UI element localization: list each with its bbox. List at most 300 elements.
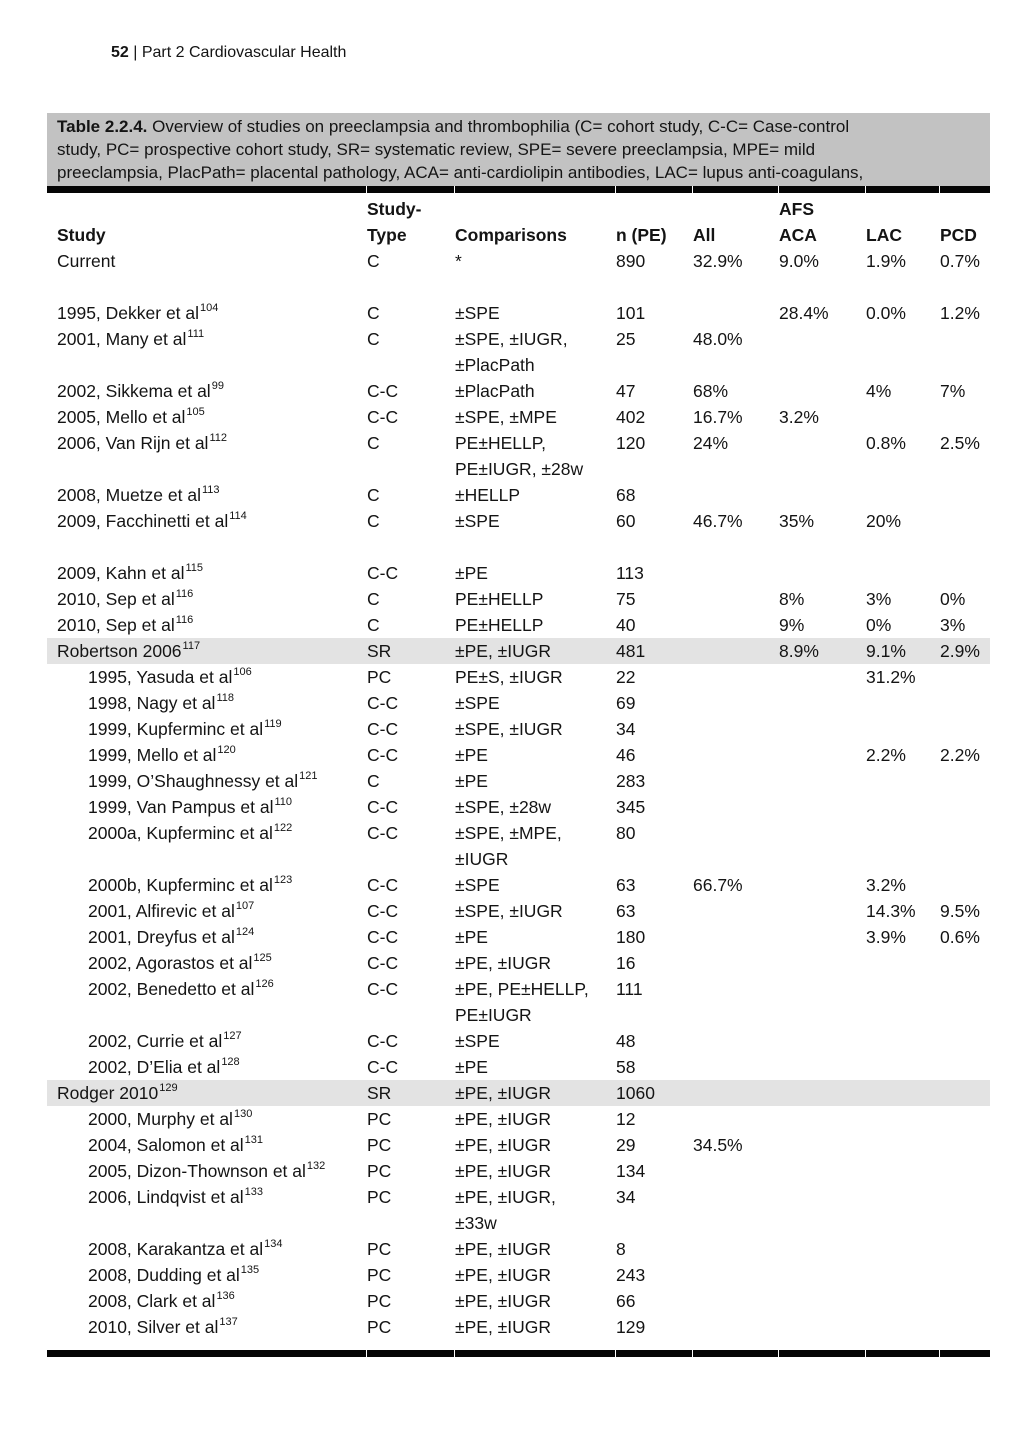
comparison-line: ±PE, ±IUGR bbox=[455, 1109, 552, 1129]
n-pe-cell: 60 bbox=[616, 511, 636, 531]
reference-superscript: 134 bbox=[264, 1238, 283, 1251]
study-type-cell: PC bbox=[367, 1317, 392, 1337]
table-row bbox=[47, 326, 990, 378]
comparison-line: ±PE bbox=[455, 563, 488, 583]
header-lac: LAC bbox=[866, 225, 902, 245]
reference-superscript: 116 bbox=[175, 614, 194, 627]
study-cell: 2000a, Kupferminc et al$^{122}$ bbox=[88, 822, 293, 843]
rule-segment bbox=[367, 186, 454, 193]
study-cell: 2010, Silver et al$^{137}$ bbox=[88, 1316, 238, 1337]
lac-cell: 3.9% bbox=[866, 927, 906, 947]
n-pe-cell: 1060 bbox=[616, 1083, 655, 1103]
comparison-line: PE±HELLP bbox=[455, 615, 544, 635]
n-pe-cell: 25 bbox=[616, 329, 636, 349]
study-cell: 2000b, Kupferminc et al$^{123}$ bbox=[88, 874, 293, 895]
comparison-line: ±PE, ±IUGR bbox=[455, 1083, 552, 1103]
study-cell: 1999, Mello et al$^{120}$ bbox=[88, 744, 236, 765]
comparison-line: ±SPE bbox=[455, 511, 500, 531]
study-type-cell: PC bbox=[367, 1161, 392, 1181]
caption-line-3: preeclampsia, PlacPath= placental pathology, ACA= anti-cardiolipin antibodies, LAC= lupus anti-coagulans, bbox=[57, 163, 864, 182]
reference-superscript: 125 bbox=[253, 952, 272, 965]
comparison-line: ±SPE, ±MPE, bbox=[455, 823, 562, 843]
lac-cell: 14.3% bbox=[866, 901, 916, 921]
n-pe-cell: 40 bbox=[616, 615, 636, 635]
comparison-line: ±PE bbox=[455, 745, 488, 765]
study-cell: 2006, Lindqvist et al$^{133}$ bbox=[88, 1186, 264, 1207]
study-type-cell: C-C bbox=[367, 693, 399, 713]
n-pe-cell: 63 bbox=[616, 875, 636, 895]
study-cell: 2008, Dudding et al$^{135}$ bbox=[88, 1264, 260, 1285]
n-pe-cell: 8 bbox=[616, 1239, 626, 1259]
lac-cell: 0% bbox=[866, 615, 892, 635]
study-cell: 1995, Dekker et al$^{104}$ bbox=[57, 302, 219, 323]
reference-superscript: 115 bbox=[185, 562, 204, 575]
header-afs: AFS bbox=[779, 199, 814, 219]
study-type-cell: C-C bbox=[367, 797, 399, 817]
header-all: All bbox=[693, 225, 716, 245]
study-cell: 2008, Muetze et al$^{113}$ bbox=[57, 484, 220, 505]
spacer-row bbox=[47, 534, 990, 560]
table-row bbox=[47, 1236, 990, 1262]
n-pe-cell: 101 bbox=[616, 303, 646, 323]
table-row bbox=[47, 1080, 990, 1106]
lac-cell: 4% bbox=[866, 381, 892, 401]
table-row bbox=[47, 482, 990, 508]
comparisons-cell bbox=[455, 716, 616, 742]
table-row bbox=[47, 690, 990, 716]
table-row bbox=[47, 638, 990, 664]
table-bottom-rule bbox=[47, 1350, 990, 1357]
study-cell: 1995, Yasuda et al$^{106}$ bbox=[88, 666, 252, 687]
header-n: n (PE) bbox=[616, 225, 667, 245]
comparison-line: ±PE, ±IUGR bbox=[455, 1317, 552, 1337]
study-cell: 1998, Nagy et al$^{118}$ bbox=[88, 692, 234, 713]
table-row bbox=[47, 924, 990, 950]
n-pe-cell: 120 bbox=[616, 433, 646, 453]
comparison-line: ±PE, ±IUGR bbox=[455, 1265, 552, 1285]
reference-superscript: 113 bbox=[201, 484, 220, 497]
study-type-cell: PC bbox=[367, 1109, 392, 1129]
n-pe-cell: 58 bbox=[616, 1057, 636, 1077]
study-type-cell: PC bbox=[367, 1239, 392, 1259]
reference-superscript: 129 bbox=[159, 1082, 178, 1095]
table-row bbox=[47, 976, 990, 1028]
comparison-line: ±PE, ±IUGR, bbox=[455, 1187, 556, 1207]
aca-cell: 8% bbox=[779, 589, 805, 609]
comparison-line: ±SPE, ±MPE bbox=[455, 407, 557, 427]
reference-superscript: 128 bbox=[221, 1056, 240, 1069]
reference-superscript: 118 bbox=[216, 692, 234, 705]
study-cell: 2000, Murphy et al$^{130}$ bbox=[88, 1108, 253, 1129]
lac-cell: 0.0% bbox=[866, 303, 906, 323]
reference-superscript: 105 bbox=[186, 406, 205, 419]
n-pe-cell: 48 bbox=[616, 1031, 636, 1051]
spacer-row bbox=[47, 274, 990, 300]
comparisons-cell bbox=[455, 1158, 616, 1184]
pcd-cell: 9.5% bbox=[940, 901, 980, 921]
comparisons-cell bbox=[455, 326, 616, 378]
rule-segment bbox=[47, 186, 366, 193]
table-row bbox=[47, 1262, 990, 1288]
study-cell: 2005, Dizon-Thownson et al$^{132}$ bbox=[88, 1160, 326, 1181]
reference-superscript: 137 bbox=[219, 1316, 238, 1329]
n-pe-cell: 402 bbox=[616, 407, 646, 427]
table-row bbox=[47, 1158, 990, 1184]
rule-segment bbox=[693, 1350, 778, 1357]
study-type-cell: C bbox=[367, 485, 380, 505]
study-type-cell: C-C bbox=[367, 1057, 399, 1077]
table-row bbox=[47, 664, 990, 690]
reference-superscript: 136 bbox=[216, 1290, 235, 1303]
rule-segment bbox=[616, 1350, 692, 1357]
study-type-cell: C-C bbox=[367, 407, 399, 427]
n-pe-cell: 75 bbox=[616, 589, 636, 609]
reference-superscript: 131 bbox=[244, 1134, 264, 1147]
lac-cell: 3.2% bbox=[866, 875, 906, 895]
study-type-cell: C-C bbox=[367, 563, 399, 583]
comparison-line: ±IUGR bbox=[455, 849, 509, 869]
aca-cell: 3.2% bbox=[779, 407, 819, 427]
rule-segment bbox=[455, 186, 615, 193]
rule-segment bbox=[693, 186, 778, 193]
rule-segment bbox=[779, 1350, 865, 1357]
reference-superscript: 123 bbox=[273, 874, 293, 887]
lac-cell: 9.1% bbox=[866, 641, 906, 661]
comparison-line: ±33w bbox=[455, 1213, 497, 1233]
table-row bbox=[47, 1184, 990, 1236]
lac-cell: 20% bbox=[866, 511, 902, 531]
pcd-cell: 0.7% bbox=[940, 251, 980, 271]
study-type-cell: C-C bbox=[367, 1031, 399, 1051]
comparison-line: PE±HELLP, bbox=[455, 433, 547, 453]
study-cell: 2008, Clark et al$^{136}$ bbox=[88, 1290, 235, 1311]
table-row bbox=[47, 508, 990, 534]
reference-superscript: 120 bbox=[217, 744, 236, 757]
comparison-line: PE±S, ±IUGR bbox=[455, 667, 563, 687]
comparison-line: ±PE, ±IUGR bbox=[455, 641, 552, 661]
comparisons-cell bbox=[455, 1132, 616, 1158]
comparisons-cell bbox=[455, 300, 616, 326]
comparisons-cell bbox=[455, 1028, 616, 1054]
study-type-cell: C-C bbox=[367, 381, 399, 401]
reference-superscript: 122 bbox=[273, 822, 293, 835]
reference-superscript: 106 bbox=[233, 666, 252, 679]
study-cell: 2005, Mello et al$^{105}$ bbox=[57, 406, 205, 427]
reference-superscript: 127 bbox=[223, 1030, 242, 1043]
study-cell: 2001, Dreyfus et al$^{124}$ bbox=[88, 926, 255, 947]
comparison-line: ±PE, PE±HELLP, bbox=[455, 979, 589, 999]
study-type-cell: C-C bbox=[367, 953, 399, 973]
study-cell: 2009, Kahn et al$^{115}$ bbox=[57, 562, 204, 583]
table-row bbox=[47, 612, 990, 638]
table-row bbox=[47, 794, 990, 820]
table-row bbox=[47, 300, 990, 326]
study-type-cell: C-C bbox=[367, 875, 399, 895]
header-comparisons: Comparisons bbox=[455, 225, 567, 245]
rule-segment bbox=[616, 186, 692, 193]
study-type-cell: SR bbox=[367, 641, 392, 661]
comparison-line: ±SPE, ±28w bbox=[455, 797, 552, 817]
comparison-line: ±PE bbox=[455, 1057, 488, 1077]
study-type-cell: PC bbox=[367, 667, 392, 687]
table-row bbox=[47, 586, 990, 612]
reference-superscript: 107 bbox=[235, 900, 255, 913]
all-cell: 46.7% bbox=[693, 511, 743, 531]
n-pe-cell: 66 bbox=[616, 1291, 636, 1311]
n-pe-cell: 12 bbox=[616, 1109, 636, 1129]
n-pe-cell: 68 bbox=[616, 485, 636, 505]
study-type-cell: C bbox=[367, 589, 380, 609]
comparison-line: ±SPE bbox=[455, 303, 500, 323]
table-row bbox=[47, 950, 990, 976]
study-cell: 2008, Karakantza et al$^{134}$ bbox=[88, 1238, 283, 1259]
comparisons-cell bbox=[455, 1080, 616, 1106]
table-row bbox=[47, 716, 990, 742]
lac-cell: 0.8% bbox=[866, 433, 906, 453]
lac-cell: 31.2% bbox=[866, 667, 916, 687]
pcd-cell: 2.2% bbox=[940, 745, 980, 765]
rule-segment bbox=[47, 1350, 366, 1357]
all-cell: 24% bbox=[693, 433, 729, 453]
n-pe-cell: 481 bbox=[616, 641, 646, 661]
study-cell: 2004, Salomon et al$^{131}$ bbox=[88, 1134, 264, 1155]
reference-superscript: 124 bbox=[235, 926, 255, 939]
comparisons-cell bbox=[455, 248, 616, 274]
comparison-line: ±PE, ±IUGR bbox=[455, 1161, 552, 1181]
studies-table bbox=[47, 196, 990, 1340]
pcd-cell: 0% bbox=[940, 589, 966, 609]
study-cell: 1999, Van Pampus et al$^{110}$ bbox=[88, 796, 293, 817]
lac-cell: 1.9% bbox=[866, 251, 906, 271]
study-type-cell: C bbox=[367, 771, 380, 791]
study-cell: Current bbox=[57, 251, 116, 271]
study-type-cell: C bbox=[367, 511, 380, 531]
page-number: 52 bbox=[111, 44, 129, 61]
study-type-cell: PC bbox=[367, 1135, 392, 1155]
header-type-line1: Study- bbox=[367, 199, 422, 219]
n-pe-cell: 890 bbox=[616, 251, 646, 271]
table-row bbox=[47, 560, 990, 586]
n-pe-cell: 34 bbox=[616, 1187, 636, 1207]
table-caption bbox=[47, 113, 990, 186]
all-cell: 68% bbox=[693, 381, 729, 401]
study-cell: 2002, Currie et al$^{127}$ bbox=[88, 1030, 242, 1051]
pcd-cell: 2.5% bbox=[940, 433, 980, 453]
study-type-cell: PC bbox=[367, 1291, 392, 1311]
rule-segment bbox=[866, 186, 939, 193]
reference-superscript: 114 bbox=[229, 510, 247, 523]
n-pe-cell: 111 bbox=[616, 979, 643, 999]
comparison-line: ±PE, ±IUGR bbox=[455, 1239, 552, 1259]
comparison-line: ±SPE, ±IUGR bbox=[455, 901, 563, 921]
pcd-cell: 0.6% bbox=[940, 927, 980, 947]
comparisons-cell bbox=[455, 924, 616, 950]
study-cell: 2002, Benedetto et al$^{126}$ bbox=[88, 978, 274, 999]
reference-superscript: 104 bbox=[200, 302, 219, 315]
n-pe-cell: 180 bbox=[616, 927, 646, 947]
pcd-cell: 7% bbox=[940, 381, 966, 401]
study-cell: 2001, Alfirevic et al$^{107}$ bbox=[88, 900, 255, 921]
rule-segment bbox=[940, 1350, 990, 1357]
pcd-cell: 1.2% bbox=[940, 303, 980, 323]
table-row bbox=[47, 430, 990, 482]
n-pe-cell: 134 bbox=[616, 1161, 646, 1181]
n-pe-cell: 345 bbox=[616, 797, 646, 817]
comparison-line: PE±IUGR bbox=[455, 1005, 532, 1025]
caption-line-1: Table 2.2.4. Overview of studies on preeclampsia and thrombophilia (C= cohort study, C-C= Case-control bbox=[57, 117, 850, 136]
study-type-cell: C-C bbox=[367, 823, 399, 843]
study-type-cell: C bbox=[367, 615, 380, 635]
table-row bbox=[47, 1106, 990, 1132]
comparisons-cell bbox=[455, 664, 616, 690]
comparisons-cell bbox=[455, 768, 616, 794]
table-header-row bbox=[47, 222, 990, 248]
comparisons-cell bbox=[455, 430, 616, 482]
study-type-cell: C-C bbox=[367, 979, 399, 999]
study-cell: 2006, Van Rijn et al$^{112}$ bbox=[57, 432, 227, 453]
study-cell: 2010, Sep et al$^{116}$ bbox=[57, 588, 194, 609]
pcd-cell: 3% bbox=[940, 615, 966, 635]
rule-segment bbox=[866, 1350, 939, 1357]
table-row bbox=[47, 404, 990, 430]
table-top-rule bbox=[47, 186, 990, 193]
table-row bbox=[47, 378, 990, 404]
all-cell: 32.9% bbox=[693, 251, 743, 271]
table-row bbox=[47, 248, 990, 274]
rule-segment bbox=[779, 186, 865, 193]
comparisons-cell bbox=[455, 1288, 616, 1314]
comparison-line: * bbox=[455, 251, 462, 271]
table-row bbox=[47, 1028, 990, 1054]
pcd-cell: 2.9% bbox=[940, 641, 980, 661]
study-type-cell: C bbox=[367, 433, 380, 453]
n-pe-cell: 16 bbox=[616, 953, 636, 973]
comparisons-cell bbox=[455, 820, 616, 872]
reference-superscript: 121 bbox=[299, 770, 318, 783]
comparison-line: PE±IUGR, ±28w bbox=[455, 459, 584, 479]
n-pe-cell: 29 bbox=[616, 1135, 636, 1155]
table-row bbox=[47, 742, 990, 768]
comparisons-cell bbox=[455, 1236, 616, 1262]
comparisons-cell bbox=[455, 1106, 616, 1132]
comparisons-cell bbox=[455, 482, 616, 508]
caption-line-2: study, PC= prospective cohort study, SR= systematic review, SPE= severe preeclampsia, MPE= mild bbox=[57, 140, 816, 159]
page-header-title: Part 2 Cardiovascular Health bbox=[141, 44, 347, 61]
table-row bbox=[47, 1314, 990, 1340]
study-cell: 2002, D’Elia et al$^{128}$ bbox=[88, 1056, 240, 1077]
study-type-cell: PC bbox=[367, 1187, 392, 1207]
study-type-cell: SR bbox=[367, 1083, 392, 1103]
study-cell: 1999, Kupferminc et al$^{119}$ bbox=[88, 718, 282, 739]
table-row bbox=[47, 820, 990, 872]
comparison-line: PE±HELLP bbox=[455, 589, 544, 609]
table-row bbox=[47, 1054, 990, 1080]
comparison-line: ±PE, ±IUGR bbox=[455, 1291, 552, 1311]
all-cell: 34.5% bbox=[693, 1135, 743, 1155]
study-type-cell: C-C bbox=[367, 927, 399, 947]
comparison-line: ±PE bbox=[455, 771, 488, 791]
rule-segment bbox=[940, 186, 990, 193]
comparisons-cell bbox=[455, 612, 616, 638]
header-study: Study bbox=[57, 225, 106, 245]
n-pe-cell: 69 bbox=[616, 693, 636, 713]
study-cell: 2002, Sikkema et al$^{99}$ bbox=[57, 380, 224, 401]
rule-segment bbox=[367, 1350, 454, 1357]
comparisons-cell bbox=[455, 690, 616, 716]
comparisons-cell bbox=[455, 508, 616, 534]
rule-segment bbox=[455, 1350, 615, 1357]
study-cell: 2009, Facchinetti et al$^{114}$ bbox=[57, 510, 247, 531]
header-type: Type bbox=[367, 225, 407, 245]
aca-cell: 28.4% bbox=[779, 303, 829, 323]
lac-cell: 3% bbox=[866, 589, 892, 609]
comparisons-cell bbox=[455, 378, 616, 404]
header-aca: ACA bbox=[779, 225, 817, 245]
study-type-cell: C-C bbox=[367, 719, 399, 739]
comparison-line: ±SPE bbox=[455, 693, 500, 713]
reference-superscript: 135 bbox=[240, 1264, 260, 1277]
comparison-line: ±PE bbox=[455, 927, 488, 947]
comparisons-cell bbox=[455, 1054, 616, 1080]
comparisons-cell bbox=[455, 560, 616, 586]
table-row bbox=[47, 768, 990, 794]
reference-superscript: 110 bbox=[274, 796, 293, 809]
page-header-divider: | bbox=[133, 44, 138, 61]
comparisons-cell bbox=[455, 976, 616, 1028]
study-cell: 2002, Agorastos et al$^{125}$ bbox=[88, 952, 272, 973]
lac-cell: 2.2% bbox=[866, 745, 906, 765]
n-pe-cell: 46 bbox=[616, 745, 636, 765]
comparisons-cell bbox=[455, 950, 616, 976]
comparisons-cell bbox=[455, 742, 616, 768]
n-pe-cell: 283 bbox=[616, 771, 646, 791]
table-row bbox=[47, 872, 990, 898]
reference-superscript: 99 bbox=[211, 380, 224, 393]
table-body bbox=[47, 248, 990, 1340]
reference-superscript: 133 bbox=[244, 1186, 264, 1199]
comparisons-cell bbox=[455, 1314, 616, 1340]
n-pe-cell: 22 bbox=[616, 667, 636, 687]
study-type-cell: C bbox=[367, 303, 380, 323]
comparison-line: ±HELLP bbox=[455, 485, 521, 505]
reference-superscript: 126 bbox=[255, 978, 274, 991]
study-type-cell: C-C bbox=[367, 745, 399, 765]
comparisons-cell bbox=[455, 872, 616, 898]
study-cell: 2010, Sep et al$^{116}$ bbox=[57, 614, 194, 635]
reference-superscript: 112 bbox=[209, 432, 227, 445]
all-cell: 66.7% bbox=[693, 875, 743, 895]
aca-cell: 9% bbox=[779, 615, 805, 635]
page-header bbox=[111, 44, 346, 62]
comparisons-cell bbox=[455, 898, 616, 924]
comparisons-cell bbox=[455, 794, 616, 820]
caption-label: Table 2.2.4. bbox=[57, 117, 148, 136]
comparisons-cell bbox=[455, 1184, 616, 1236]
table-header-row-pre bbox=[47, 196, 990, 222]
comparison-line: ±SPE bbox=[455, 1031, 500, 1051]
comparisons-cell bbox=[455, 638, 616, 664]
comparison-line: ±PE, ±IUGR bbox=[455, 953, 552, 973]
reference-superscript: 132 bbox=[306, 1160, 326, 1173]
header-pcd: PCD bbox=[940, 225, 977, 245]
table-row bbox=[47, 898, 990, 924]
n-pe-cell: 243 bbox=[616, 1265, 646, 1285]
reference-superscript: 117 bbox=[182, 640, 201, 653]
comparison-line: ±SPE bbox=[455, 875, 500, 895]
study-cell: 2001, Many et al$^{111}$ bbox=[57, 328, 205, 349]
comparison-line: ±SPE, ±IUGR, bbox=[455, 329, 568, 349]
reference-superscript: 111 bbox=[187, 328, 205, 341]
